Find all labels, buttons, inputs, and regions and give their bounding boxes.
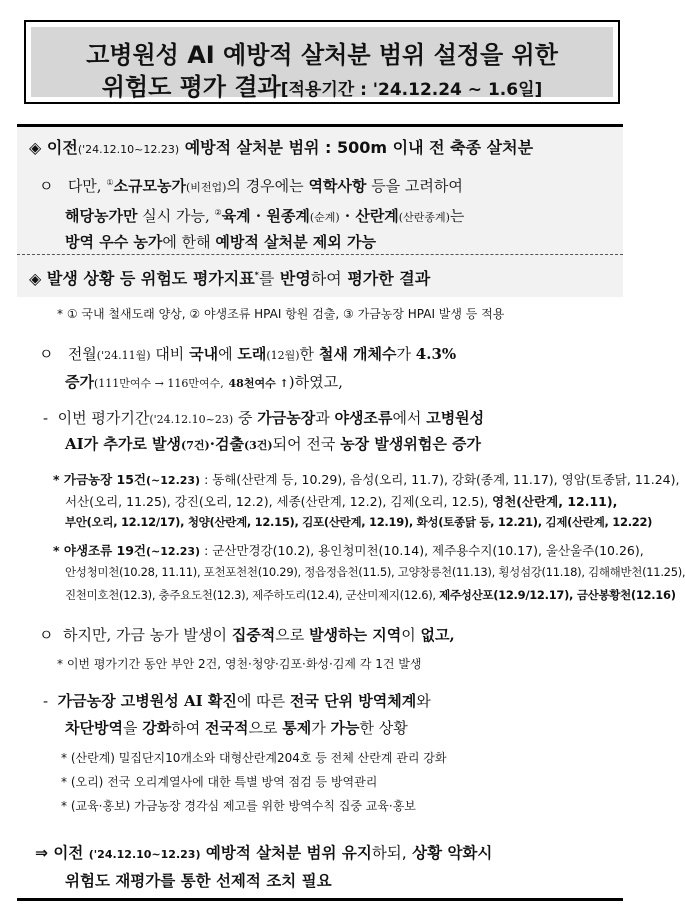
- paragraph-control-line2: 차단방역을 강화하여 전국적으로 통제가 가능한 상황: [65, 719, 408, 737]
- farm-outbreak-list-line1: * 가금농장 15건(~12.23) : 동해(산란계 등, 10.29), 음성(오리, 11.7), 강화(종계, 11.17), 영암(토종닭, 11.24),: [53, 472, 680, 487]
- conclusion-line1: ⇒ 이전 ('24.12.10~12.23) 예방적 살처분 범위 유지하되, 상황 악화시: [35, 844, 493, 862]
- section1-note-line3: 방역 우수 농가에 한해 예방적 살처분 제외 가능: [65, 233, 376, 251]
- section1-note-line2: 해당농가만 실시 가능, ②육계 · 원종계(순계) · 산란계(산란종계)는: [65, 207, 465, 225]
- wild-bird-list-line3: 진천미호천(12.3), 충주요도천(12.3), 제주하도리(12.4), 군산미제지(12.6), 제주성산포(12.9/12.17), 금산봉황천(12.16): [65, 588, 676, 602]
- farm-outbreak-list-line2: 서산(오리, 11.25), 강진(오리, 12.2), 세종(산란계, 12.2), 김제(오리, 12.5), 영천(산란계, 12.11),: [65, 494, 618, 509]
- content-frame: [17, 124, 685, 901]
- paragraph-no-cluster-note: * 이번 평가기간 동안 부안 2건, 영천·청양·김포·화성·김제 각 1건 발생: [57, 657, 422, 671]
- paragraph-outbreak-line1: - 이번 평가기간('24.12.10~23) 중 가금농장과 야생조류에서 고병원성: [43, 409, 485, 427]
- farm-outbreak-list-line3: 부안(오리, 12.12/17), 청양(산란계, 12.15), 김포(산란계, 12.19), 화성(토종닭 등, 12.21), 김제(산란계, 12.22): [65, 515, 653, 529]
- paragraph-migratory-line1: ㅇ 전월('24.11월) 대비 국내에 도래(12월)한 철새 개체수가 4.3%: [39, 345, 457, 363]
- section1-heading: ◈ 이전('24.12.10~12.23) 예방적 살처분 범위 : 500m 이내 전 축종 살처분: [29, 138, 534, 157]
- title-period: [적용기간 : '24.12.24 ~ 1.6일]: [280, 80, 543, 100]
- title-box: [24, 20, 620, 104]
- paragraph-no-cluster: ㅇ 하지만, 가금 농가 발생이 집중적으로 발생하는 지역이 없고,: [39, 626, 455, 644]
- wild-bird-list-line1: * 야생조류 19건(~12.23) : 군산만경강(10.2), 용인청미천(10.14), 제주용수지(10.17), 울산울주(10.26),: [53, 543, 644, 558]
- title-line-1: 고병원성 AI 예방적 살처분 범위 설정을 위한: [86, 41, 558, 69]
- conclusion-line2: 위험도 재평가를 통한 선제적 조치 필요: [65, 872, 332, 890]
- paragraph-control-line1: - 가금농장 고병원성 AI 확진에 따른 전국 단위 방역체계와: [43, 692, 431, 710]
- control-note-education: * (교육·홍보) 가금농장 경각심 제고를 위한 방역수칙 집중 교육·홍보: [61, 799, 416, 813]
- paragraph-outbreak-line2: AI가 추가로 발생(7건)·검출(3건)되어 전국 농장 발생위험은 증가: [65, 435, 482, 453]
- paragraph-migratory-line2: 증가(111만여수 → 116만여수, 48천여수 ↑)하였고,: [65, 373, 343, 391]
- section1-note-line1: ㅇ 다만, ①소규모농가(비전업)의 경우에는 역학사항 등을 고려하여: [39, 177, 463, 195]
- title-line-2: 위험도 평가 결과[적용기간 : '24.12.24 ~ 1.6일]: [101, 73, 543, 101]
- control-note-layer: * (산란계) 밀집단지10개소와 대형산란계204호 등 전체 산란계 관리 강화: [61, 751, 447, 765]
- wild-bird-list-line2: 안성청미천(10.28, 11.11), 포천포천천(10.29), 정읍정읍천(11.5), 고양창릉천(11.13), 횡성섬강(11.18), 김해해반천(11.25),: [65, 565, 685, 579]
- section2-footnote: * ① 국내 철새도래 양상, ② 야생조류 HPAI 항원 검출, ③ 가금농장 HPAI 발생 등 적용: [57, 307, 505, 321]
- section2-heading: ◈ 발생 상황 등 위험도 평가지표*를 반영하여 평가한 결과: [29, 269, 431, 288]
- control-note-duck: * (오리) 전국 오리계열사에 대한 특별 방역 점검 등 방역관리: [61, 775, 378, 789]
